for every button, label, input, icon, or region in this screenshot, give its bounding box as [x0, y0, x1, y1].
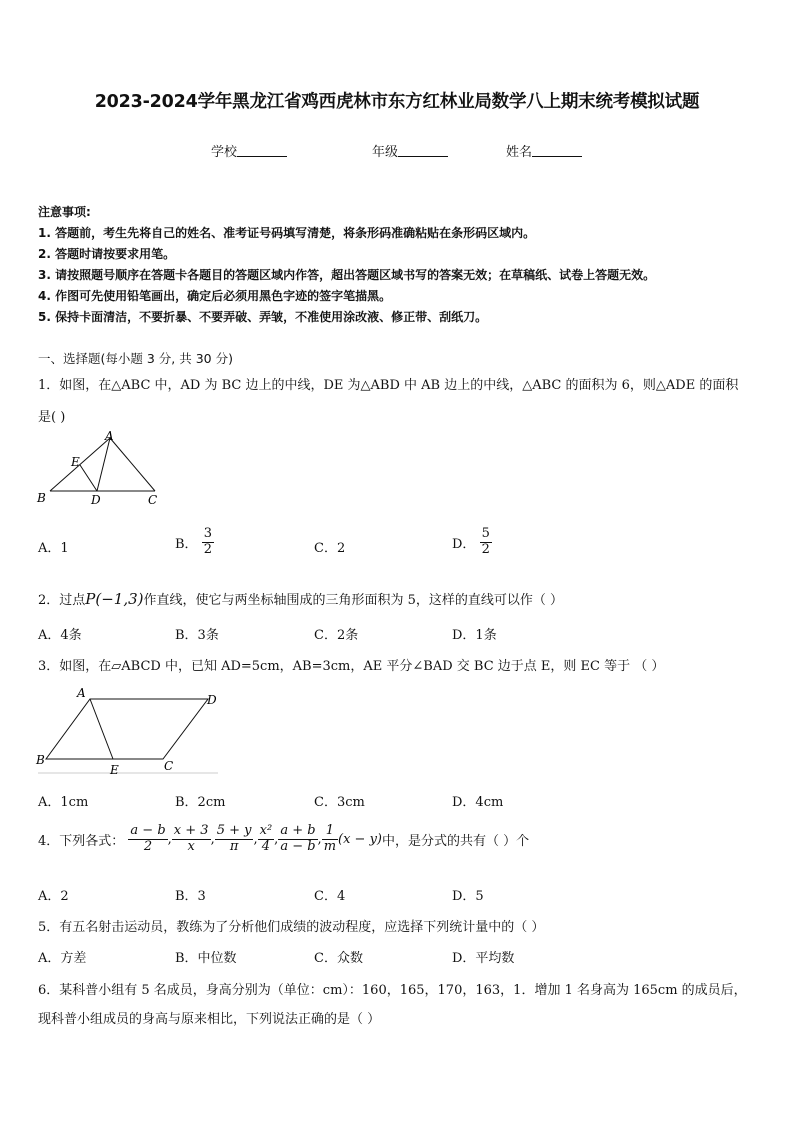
school-field[interactable] — [211, 141, 287, 160]
q1-option-d-label: D． — [452, 536, 476, 552]
q2-option-a[interactable]: A．4条 — [38, 628, 82, 643]
q4-suffix: 中，是分式的共有（ ）个 — [382, 833, 530, 849]
q5-option-b[interactable]: B．中位数 — [175, 951, 237, 966]
name-label: 姓名 — [506, 145, 533, 160]
notice-heading: 注意事项: — [38, 205, 91, 219]
q1-option-d-fraction: $\frac{5}{2}$ — [481, 526, 490, 557]
q4-prefix: 4．下列各式： — [38, 833, 125, 849]
segment-ac — [110, 438, 155, 491]
label-b: B — [36, 753, 45, 767]
parallelogram-abcd — [46, 699, 208, 759]
q3-option-a[interactable]: A．1cm — [38, 795, 89, 810]
notice-item: 1. 答题前，考生先将自己的姓名、准考证号码填写清楚，将条形码准确粘贴在条形码区域内。 — [38, 226, 536, 240]
notice-item: 4. 作图可先使用铅笔画出，确定后必须用黑色字迹的签字笔描黑。 — [38, 289, 392, 303]
q4-fraction-4: $\frac{\text{x²}}{4}$ — [259, 823, 273, 854]
q3-option-d[interactable]: D．4cm — [452, 795, 504, 810]
name-blank[interactable] — [532, 144, 582, 157]
q2-suffix: 作直线，使它与两坐标轴围成的三角形面积为 5，这样的直线可以作（ ） — [143, 593, 564, 608]
q1-option-c[interactable]: C．2 — [314, 541, 346, 556]
q4-tail: (x − y) — [338, 831, 382, 847]
q2-option-c[interactable]: C．2条 — [314, 628, 359, 643]
q4-fraction-2: $\frac{x + 3}{x}$ — [173, 823, 209, 854]
label-d: D — [91, 493, 101, 507]
q3-option-c[interactable]: C．3cm — [314, 795, 365, 810]
q4-fraction-6: $\frac{1}{m}$ — [323, 823, 337, 854]
q4-option-b[interactable]: B．3 — [175, 889, 206, 904]
triangle-abc-figure — [30, 428, 170, 510]
segment-ae — [90, 699, 113, 759]
label-a: A — [105, 429, 114, 443]
question-6-text: 6．某科普小组有 5 名成员，身高分别为（单位：cm）：160，165，170，163，1．增加 1 名身高为 165cm 的成员后， — [38, 983, 747, 998]
question-1-text: 1．如图，在△ABC 中，AD 为 BC 边上的中线，DE 为△ABD 中 AB 边上的中线，△ABC 的面积为 6，则△ADE 的面积 — [38, 378, 739, 393]
q1-option-d[interactable] — [452, 527, 492, 558]
label-b: B — [37, 491, 46, 505]
q4-fraction-3: $\frac{5 + y}{\pi}$ — [216, 823, 252, 854]
q2-option-d[interactable]: D．1条 — [452, 628, 497, 643]
q2-prefix: 2．过点 — [38, 593, 86, 608]
q1-option-b[interactable] — [175, 527, 214, 558]
q4-option-c[interactable]: C．4 — [314, 889, 346, 904]
parallelogram-abcd-figure — [30, 684, 230, 776]
q2-point: P(−1,3) — [85, 590, 144, 608]
notice-item: 3. 请按照题号顺序在答题卡各题目的答题区域内作答，超出答题区域书写的答案无效；在草稿纸、试卷上答题无效。 — [38, 268, 656, 282]
page-title: 2023-2024学年黑龙江省鸡西虎林市东方红林业局数学八上期末统考模拟试题 — [94, 92, 700, 112]
q5-option-c[interactable]: C．众数 — [314, 951, 363, 966]
segment-ab — [50, 438, 110, 491]
label-d: D — [207, 693, 217, 707]
question-2-text — [38, 589, 563, 608]
name-field[interactable] — [506, 141, 582, 160]
q2-option-b[interactable]: B．3条 — [175, 628, 219, 643]
school-blank[interactable] — [237, 144, 287, 157]
school-label: 学校 — [211, 145, 238, 160]
question-3-text: 3．如图，在▱ABCD 中，已知 AD=5cm，AB=3cm，AE 平分∠BAD 交 BC 边于点 E，则 EC 等于 （ ） — [38, 659, 665, 674]
q4-option-a[interactable]: A．2 — [38, 889, 69, 904]
section-heading: 一、选择题(每小题 3 分, 共 30 分) — [38, 351, 233, 366]
label-a: A — [77, 686, 86, 700]
q5-option-d[interactable]: D．平均数 — [452, 951, 515, 966]
q1-option-b-fraction: $\frac{3}{2}$ — [203, 526, 212, 557]
q4-fraction-5: $\frac{a + b}{a - b}$ — [280, 823, 316, 854]
q5-option-a[interactable]: A．方差 — [38, 951, 87, 966]
label-c: C — [148, 493, 158, 507]
q3-option-b[interactable]: B．2cm — [175, 795, 226, 810]
label-c: C — [164, 759, 174, 773]
label-e: E — [110, 763, 119, 776]
question-6-text-cont: 现科普小组成员的身高与原来相比，下列说法正确的是（ ） — [38, 1012, 381, 1027]
notice-item: 2. 答题时请按要求用笔。 — [38, 247, 176, 261]
question-5-text: 5．有五名射击运动员，教练为了分析他们成绩的波动程度，应选择下列统计量中的（ ） — [38, 920, 545, 935]
q4-fraction-1: $\frac{a - b}{2}$ — [130, 823, 166, 854]
label-e: E — [71, 455, 80, 469]
grade-label: 年级 — [372, 145, 399, 160]
notice-item: 5. 保持卡面清洁，不要折暴、不要弄破、弄皱，不准使用涂改液、修正带、刮纸刀。 — [38, 310, 488, 324]
q1-option-a[interactable]: A．1 — [38, 541, 69, 556]
q4-option-d[interactable]: D．5 — [452, 889, 484, 904]
segment-de — [80, 465, 97, 491]
question-1-text-cont: 是( ) — [38, 410, 66, 425]
q1-option-b-label: B． — [175, 536, 198, 552]
grade-field[interactable] — [372, 141, 448, 160]
segment-ad — [97, 438, 110, 491]
question-4-text: 4．下列各式： $\frac{a - b}{2}$ , $\frac{x + 3}{x}$ , $\frac{5 + y}{\pi}$ , $\frac{\text{x²}}{4}$ , $\frac{a + b}{a - b}$ , $\frac{1}{m}$ (x − y)中，是分式的共有（ ）个 — [38, 823, 530, 854]
grade-blank[interactable] — [398, 144, 448, 157]
